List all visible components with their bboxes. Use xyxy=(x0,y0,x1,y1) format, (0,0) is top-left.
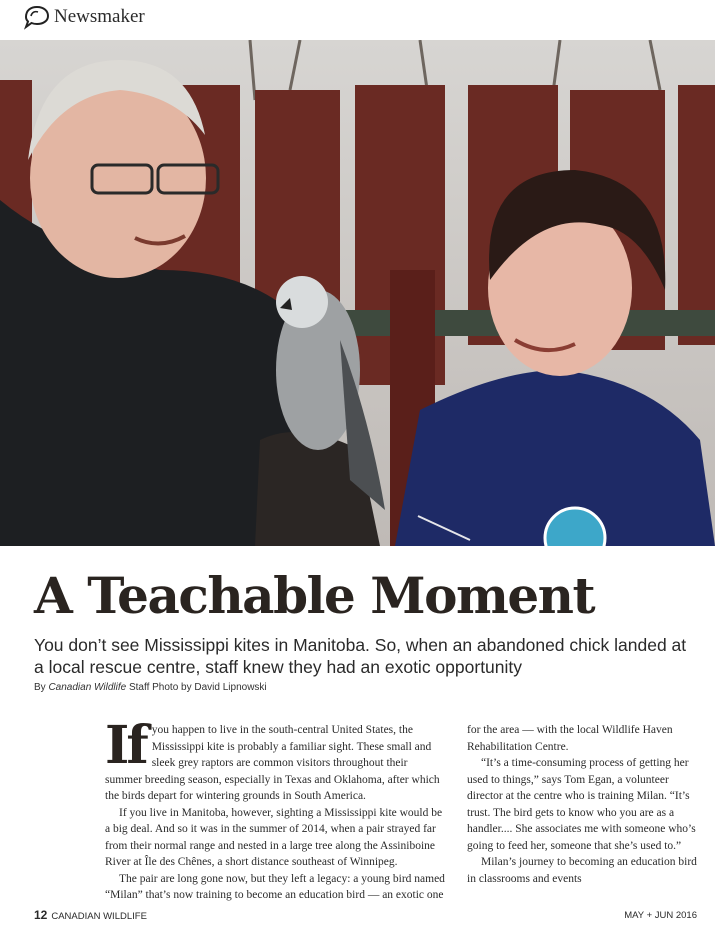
feature-photo xyxy=(0,40,715,546)
publication-name: CANADIAN WILDLIFE xyxy=(51,911,147,922)
footer-folio xyxy=(34,908,147,922)
byline xyxy=(34,682,267,693)
drop-cap: If xyxy=(105,715,146,776)
deck-subtitle: You don’t see Mississippi kites in Manitoba. So, when an abandoned chick landed at a local rescue centre, staff knew they had an exotic opportunity xyxy=(34,635,687,677)
body-paragraph: “It’s a time-consuming process of getting her used to things,” says Tom Egan, a volunteer director at the centre who is training Milan. “It’s trust. The bird gets to know who you are as a handler.... She associates me with someone who’s going to feed her, someone that she’s used to.” xyxy=(467,757,696,852)
issue-date: MAY + JUN 2016 xyxy=(624,910,697,921)
headline: A Teachable Moment xyxy=(34,566,595,625)
byline-credit: Staff Photo by David Lipnowski xyxy=(126,682,267,693)
body-column-2 xyxy=(467,722,697,887)
body-paragraph: for the area — with the local Wildlife Haven Rehabilitation Centre. xyxy=(467,724,673,753)
body-paragraph-text: you happen to live in the south-central United States, the Mississippi kite is probably a familiar sight. These small and sleek grey raptors are common visitors throughout their summer breeding season, especially in Texas and Oklahoma, after which the birds depart for wintering grounds in South America. xyxy=(105,724,440,802)
speech-bubble-icon xyxy=(22,4,50,30)
body-paragraph: If you live in Manitoba, however, sighting a Mississippi kite would be a big deal. And so it was in the summer of 2014, when a pair strayed far from their normal range and nested in a large tree along the Assiniboine River at Île des Chênes, a short distance southeast of Winnipeg. xyxy=(105,806,443,868)
page-number: 12 xyxy=(34,908,48,922)
body-column-1 xyxy=(105,715,445,904)
section-title: Newsmaker xyxy=(54,6,145,27)
body-paragraph: The pair are long gone now, but they left a legacy: a young bird named “Milan” that’s now training to become an education bird — an exotic one xyxy=(105,872,445,901)
section-label xyxy=(22,2,145,32)
byline-prefix: By xyxy=(34,682,49,693)
body-paragraph xyxy=(105,715,445,805)
body-paragraph: Milan’s journey to becoming an education bird in classrooms and events xyxy=(467,856,697,885)
byline-publication: Canadian Wildlife xyxy=(48,682,127,693)
